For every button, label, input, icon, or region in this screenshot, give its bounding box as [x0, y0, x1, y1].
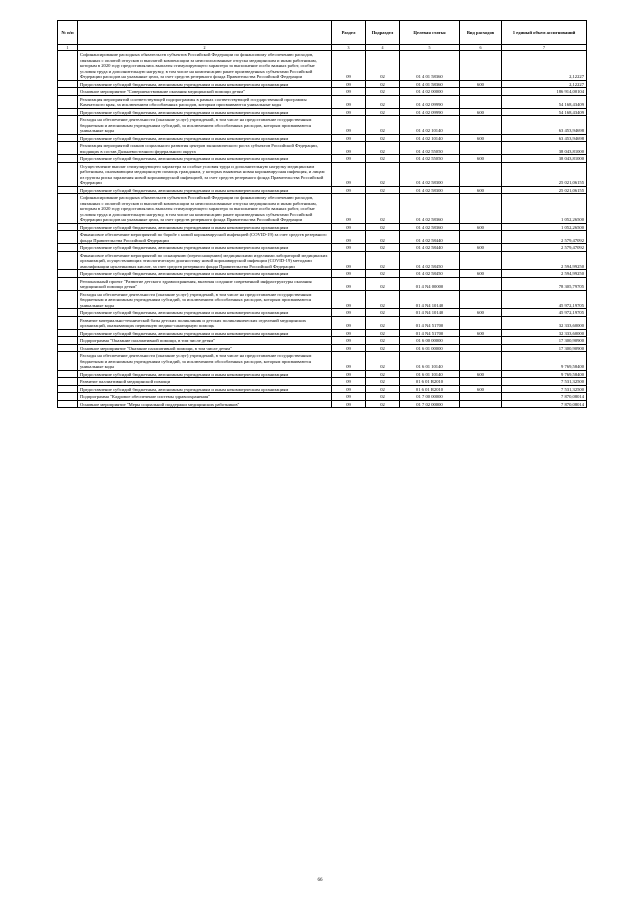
row-target: 01 4 02 58300: [400, 162, 460, 186]
row-subsection: 02: [366, 329, 400, 337]
table-row: [58, 290, 587, 309]
row-subsection: 02: [366, 385, 400, 393]
row-num: [58, 251, 78, 270]
row-section: 09: [332, 88, 366, 96]
header-exptype: Вид расходов: [460, 21, 502, 45]
row-num: [58, 385, 78, 393]
row-target: 01 4 N4 51700: [400, 316, 460, 329]
header-target: Целевая статья: [400, 21, 460, 45]
row-subsection: 02: [366, 370, 400, 378]
row-amount: 63 453,94698: [502, 134, 587, 142]
row-name: Финансовое обеспечение мероприятий по оснащению (переоснащению) медицинскими изделиями лабораторий медицинских организаций, осуществляющих этиологическую диагностику новой коронавирусной инфекции (COVID-19) методами амплификации нуклеиновых кислот, за счет средств резервного фонда Правительства Российской Федерации: [78, 251, 332, 270]
row-amount: 54 168,43409: [502, 95, 587, 108]
table-row: [58, 186, 587, 194]
row-name: Финансовое обеспечение мероприятий по борьбе с новой коронавирусной инфекцией (COVID-19) за счет средств резервного фонда Правительства Российской Федерации: [78, 231, 332, 244]
row-amount: 9 769,58400: [502, 370, 587, 378]
row-amount: 25 021,06155: [502, 186, 587, 194]
row-target: 01 7 00 00000: [400, 393, 460, 401]
row-name: Подпрограмма "Оказание паллиативной помощи, в том числе детям": [78, 337, 332, 345]
row-target: 01 4 01 58360: [400, 80, 460, 88]
row-exptype: 600: [460, 134, 502, 142]
row-section: 09: [332, 316, 366, 329]
row-subsection: 02: [366, 277, 400, 290]
row-amount: 25 021,06155: [502, 162, 587, 186]
row-exptype: 600: [460, 80, 502, 88]
row-subsection: 02: [366, 142, 400, 155]
row-section: 09: [332, 385, 366, 393]
header-amount: 1 единый объем ассигнований: [502, 21, 587, 45]
row-target: 01 4 01 58360: [400, 51, 460, 81]
table-row: [58, 51, 587, 81]
row-name: Осуществление выплат стимулирующего характера за особые условия труда и дополнительную нагрузку медицинским работникам, оказывающим медицинскую помощь гражданам, у которых выявлена новая коронавирусная инфекция, и лицам из группы риска заражения новой коронавирусной инфекцией, за счет средств резервного фонда Правительства Российской Федерации: [78, 162, 332, 186]
row-exptype: [460, 400, 502, 408]
row-amount: 7 531,32500: [502, 378, 587, 386]
row-num: [58, 316, 78, 329]
row-amount: 63 453,94698: [502, 116, 587, 135]
table-row: [58, 393, 587, 401]
row-subsection: 02: [366, 116, 400, 135]
row-num: [58, 155, 78, 163]
table-body: [58, 51, 587, 408]
row-section: 09: [332, 223, 366, 231]
row-amount: 2 579,47092: [502, 244, 587, 252]
row-section: 09: [332, 155, 366, 163]
row-name: Расходы на обеспечение деятельности (оказание услуг) учреждений, в том числе на предоставление государственным бюджетным и автономным учреждениям субсидий, за исключением обособленных расходов, которым присваиваются уникальные коды: [78, 116, 332, 135]
row-section: 09: [332, 370, 366, 378]
row-exptype: 600: [460, 370, 502, 378]
table-row: [58, 309, 587, 317]
row-subsection: 02: [366, 95, 400, 108]
row-name: Реализация мероприятий соответствующей подпрограммы в рамках соответствующей государственной программы Камчатского края, за исключением обособленных расходов, которым присваиваются уникальные коды: [78, 95, 332, 108]
row-name: Расходы на обеспечение деятельности (оказание услуг) учреждений, в том числе на предоставление государственным бюджетным и автономным учреждениям субсидий, за исключением обособленных расходов, которым присваиваются уникальные коды: [78, 352, 332, 371]
table-row: [58, 80, 587, 88]
row-num: [58, 378, 78, 386]
row-num: [58, 370, 78, 378]
table-row: [58, 316, 587, 329]
row-target: 01 4 02 55050: [400, 142, 460, 155]
row-subsection: 02: [366, 344, 400, 352]
row-exptype: 600: [460, 309, 502, 317]
row-section: 09: [332, 244, 366, 252]
row-name: Предоставление субсидий бюджетным, автономным учреждениям и иным некоммерческим организациям: [78, 385, 332, 393]
row-subsection: 02: [366, 231, 400, 244]
row-name: Предоставление субсидий бюджетным, автономным учреждениям и иным некоммерческим организациям: [78, 244, 332, 252]
row-section: 09: [332, 251, 366, 270]
row-exptype: [460, 142, 502, 155]
row-subsection: 02: [366, 393, 400, 401]
row-exptype: [460, 393, 502, 401]
row-name: Предоставление субсидий бюджетным, автономным учреждениям и иным некоммерческим организациям: [78, 155, 332, 163]
row-exptype: [460, 344, 502, 352]
table-row: [58, 251, 587, 270]
row-num: [58, 80, 78, 88]
row-num: [58, 95, 78, 108]
row-section: 09: [332, 194, 366, 224]
row-subsection: 02: [366, 194, 400, 224]
row-num: [58, 194, 78, 224]
row-num: [58, 162, 78, 186]
row-num: [58, 51, 78, 81]
row-exptype: [460, 277, 502, 290]
row-num: [58, 344, 78, 352]
row-exptype: [460, 337, 502, 345]
row-subsection: 02: [366, 316, 400, 329]
row-exptype: [460, 352, 502, 371]
row-subsection: 02: [366, 186, 400, 194]
table-row: [58, 194, 587, 224]
row-exptype: 600: [460, 270, 502, 278]
header-section: Раздел: [332, 21, 366, 45]
row-amount: 17 300,90900: [502, 344, 587, 352]
row-section: 09: [332, 80, 366, 88]
row-section: 09: [332, 142, 366, 155]
header-num: № п/п: [58, 21, 78, 45]
table-row: [58, 155, 587, 163]
row-num: [58, 329, 78, 337]
colnum-2: 2: [78, 45, 332, 51]
row-num: [58, 134, 78, 142]
row-amount: 17 300,90900: [502, 337, 587, 345]
table-row: [58, 244, 587, 252]
row-amount: 32 333,60000: [502, 316, 587, 329]
row-amount: 7 870,08014: [502, 393, 587, 401]
table-row: [58, 88, 587, 96]
row-exptype: [460, 162, 502, 186]
row-section: 09: [332, 51, 366, 81]
row-target: 01 6 01 R2010: [400, 385, 460, 393]
table-row: [58, 352, 587, 371]
row-name: Предоставление субсидий бюджетным, автономным учреждениям и иным некоммерческим организациям: [78, 329, 332, 337]
table-row: [58, 231, 587, 244]
row-target: 01 4 02 58360: [400, 223, 460, 231]
table-row: [58, 385, 587, 393]
row-name: Подпрограмма "Кадровое обеспечение системы здравоохранения": [78, 393, 332, 401]
row-target: 01 6 01 R2010: [400, 378, 460, 386]
row-section: 09: [332, 393, 366, 401]
row-exptype: [460, 290, 502, 309]
table-row: [58, 277, 587, 290]
row-exptype: 600: [460, 329, 502, 337]
row-name: Предоставление субсидий бюджетным, автономным учреждениям и иным некоммерческим организациям: [78, 309, 332, 317]
table-row: [58, 378, 587, 386]
row-section: 09: [332, 344, 366, 352]
row-name: Основное мероприятие "Совершенствование оказания медицинской помощи детям": [78, 88, 332, 96]
row-amount: 54 168,43409: [502, 108, 587, 116]
row-amount: 45 972,19705: [502, 290, 587, 309]
row-exptype: 600: [460, 223, 502, 231]
row-target: 01 6 01 10140: [400, 352, 460, 371]
row-target: 01 4 N4 51700: [400, 329, 460, 337]
row-name: Основное мероприятие "Меры социальной поддержки медицинских работников": [78, 400, 332, 408]
row-num: [58, 290, 78, 309]
row-name: Предоставление субсидий бюджетным, автономным учреждениям и иным некоммерческим организациям: [78, 80, 332, 88]
table-row: [58, 270, 587, 278]
row-amount: 2 579,47092: [502, 231, 587, 244]
header-subsection: Подраздел: [366, 21, 400, 45]
colnum-5: 5: [400, 45, 460, 51]
row-section: 09: [332, 309, 366, 317]
row-exptype: 600: [460, 155, 502, 163]
row-subsection: 02: [366, 244, 400, 252]
table-row: [58, 142, 587, 155]
table-row: [58, 95, 587, 108]
row-subsection: 02: [366, 378, 400, 386]
row-section: 09: [332, 329, 366, 337]
row-section: 09: [332, 162, 366, 186]
row-num: [58, 88, 78, 96]
row-num: [58, 116, 78, 135]
row-section: 09: [332, 108, 366, 116]
row-section: 09: [332, 186, 366, 194]
row-num: [58, 270, 78, 278]
row-name: Основное мероприятие "Оказание паллиативной помощи, в том числе детям": [78, 344, 332, 352]
row-section: 09: [332, 116, 366, 135]
row-exptype: [460, 231, 502, 244]
row-section: 09: [332, 400, 366, 408]
row-target: 01 4 02 58300: [400, 186, 460, 194]
row-target: 01 4 02 09990: [400, 95, 460, 108]
row-name: Предоставление субсидий бюджетным, автономным учреждениям и иным некоммерческим организациям: [78, 370, 332, 378]
row-subsection: 02: [366, 337, 400, 345]
row-target: 01 4 N4 00000: [400, 277, 460, 290]
row-num: [58, 108, 78, 116]
colnum-1: 1: [58, 45, 78, 51]
row-target: 01 4 02 09990: [400, 108, 460, 116]
row-subsection: 02: [366, 223, 400, 231]
row-num: [58, 393, 78, 401]
table-row: [58, 329, 587, 337]
row-subsection: 02: [366, 270, 400, 278]
row-exptype: 600: [460, 108, 502, 116]
row-target: 01 4 N4 10140: [400, 290, 460, 309]
row-subsection: 02: [366, 51, 400, 81]
row-amount: 2 594,99250: [502, 270, 587, 278]
table-row: [58, 223, 587, 231]
row-name: Развитие материально-технической базы детских поликлиник и детских поликлинических отделений медицинских организаций, оказывающих первичную медико-санитарную помощь: [78, 316, 332, 329]
row-section: 09: [332, 378, 366, 386]
row-exptype: [460, 51, 502, 81]
row-amount: 1 052,26500: [502, 223, 587, 231]
row-num: [58, 244, 78, 252]
row-name: Региональный проект "Развитие детского здравоохранения, включая создание современной инфраструктуры оказания медицинской помощи детям": [78, 277, 332, 290]
table-row: [58, 337, 587, 345]
row-subsection: 02: [366, 290, 400, 309]
row-exptype: 600: [460, 385, 502, 393]
row-name: Софинансирование расходных обязательств субъектов Российской Федерации по финансовому обеспечению расходов, связанных с оплатой отпусков и выплатой компенсации за неиспользованные отпуска медицинским и иным работникам, которым в 2020 году предоставлялись выплаты стимулирующего характера за выполнение особо важных работ, особые условия труда и дополнительную нагрузку, в том числе на компенсацию ранее произведенных субъектами Российской Федерации расходов на указанные цели, за счет средств резервного фонда Правительства Российской Федерации: [78, 51, 332, 81]
table-row: [58, 344, 587, 352]
row-amount: 186 914,00104: [502, 88, 587, 96]
row-target: 01 4 02 10140: [400, 116, 460, 135]
row-amount: 1 052,26500: [502, 194, 587, 224]
row-num: [58, 186, 78, 194]
row-target: 01 4 02 58440: [400, 244, 460, 252]
row-amount: 2,12227: [502, 80, 587, 88]
table-row: [58, 108, 587, 116]
row-name: Реализация мероприятий планов социального развития центров экономического роста субъектов Российской Федерации, входящих в состав Дальневосточного федерального округа: [78, 142, 332, 155]
row-num: [58, 223, 78, 231]
row-target: 01 6 00 00000: [400, 337, 460, 345]
row-name: Предоставление субсидий бюджетным, автономным учреждениям и иным некоммерческим организациям: [78, 223, 332, 231]
row-name: Предоставление субсидий бюджетным, автономным учреждениям и иным некоммерческим организациям: [78, 186, 332, 194]
row-num: [58, 352, 78, 371]
row-target: 01 4 02 58450: [400, 270, 460, 278]
row-section: 09: [332, 277, 366, 290]
budget-table: [57, 20, 587, 408]
row-num: [58, 142, 78, 155]
row-target: 01 4 02 58360: [400, 194, 460, 224]
colnum-3: 3: [332, 45, 366, 51]
row-subsection: 02: [366, 400, 400, 408]
row-exptype: 600: [460, 244, 502, 252]
row-exptype: 600: [460, 186, 502, 194]
row-subsection: 02: [366, 251, 400, 270]
row-target: 01 4 02 00000: [400, 88, 460, 96]
table-row: [58, 370, 587, 378]
header-row: [58, 21, 587, 45]
row-name: Предоставление субсидий бюджетным, автономным учреждениям и иным некоммерческим организациям: [78, 270, 332, 278]
row-subsection: 02: [366, 155, 400, 163]
row-subsection: 02: [366, 134, 400, 142]
row-amount: 78 305,79705: [502, 277, 587, 290]
row-name: Предоставление субсидий бюджетным, автономным учреждениям и иным некоммерческим организациям: [78, 134, 332, 142]
row-exptype: [460, 316, 502, 329]
row-num: [58, 309, 78, 317]
row-name: Развитие паллиативной медицинской помощи: [78, 378, 332, 386]
row-section: 09: [332, 134, 366, 142]
row-name: Предоставление субсидий бюджетным, автономным учреждениям и иным некоммерческим организациям: [78, 108, 332, 116]
row-target: 01 4 02 55050: [400, 155, 460, 163]
colnum-7: 7: [502, 45, 587, 51]
row-target: 01 7 02 00000: [400, 400, 460, 408]
row-exptype: [460, 116, 502, 135]
row-amount: 38 043,81000: [502, 142, 587, 155]
row-exptype: [460, 251, 502, 270]
row-amount: 7 531,32500: [502, 385, 587, 393]
row-exptype: [460, 95, 502, 108]
row-amount: 38 043,81000: [502, 155, 587, 163]
table-row: [58, 400, 587, 408]
row-section: 09: [332, 270, 366, 278]
row-num: [58, 400, 78, 408]
table-row: [58, 116, 587, 135]
budget-table-sheet: [57, 20, 586, 408]
row-subsection: 02: [366, 88, 400, 96]
row-num: [58, 231, 78, 244]
table-row: [58, 162, 587, 186]
row-section: 09: [332, 290, 366, 309]
row-amount: 45 972,19705: [502, 309, 587, 317]
row-subsection: 02: [366, 309, 400, 317]
row-subsection: 02: [366, 162, 400, 186]
row-amount: 32 333,60000: [502, 329, 587, 337]
row-exptype: [460, 378, 502, 386]
table-row: [58, 134, 587, 142]
row-subsection: 02: [366, 80, 400, 88]
row-target: 01 4 02 58450: [400, 251, 460, 270]
row-amount: 7 870,08014: [502, 400, 587, 408]
row-subsection: 02: [366, 108, 400, 116]
row-target: 01 6 01 00000: [400, 344, 460, 352]
row-amount: 9 769,58400: [502, 352, 587, 371]
header-name: [78, 21, 332, 45]
row-target: 01 6 01 10140: [400, 370, 460, 378]
row-name: Софинансирование расходных обязательств субъектов Российской Федерации по финансовому обеспечению расходов, связанных с оплатой отпусков и выплатой компенсации за неиспользованные отпуска медицинским и иным работникам, которым в 2020 году предоставлялись выплаты стимулирующего характера за выполнение особо важных работ, особые условия труда и дополнительную нагрузку, в том числе на компенсацию ранее произведенных субъектами Российской Федерации расходов на указанные цели, за счет средств резервного фонда Правительства Российской Федерации: [78, 194, 332, 224]
row-section: 09: [332, 231, 366, 244]
colnum-6: 6: [460, 45, 502, 51]
row-target: 01 4 N4 10140: [400, 309, 460, 317]
page-number: 66: [317, 878, 323, 883]
row-amount: 2 594,99250: [502, 251, 587, 270]
row-section: 09: [332, 352, 366, 371]
row-amount: 2,12227: [502, 51, 587, 81]
row-exptype: [460, 88, 502, 96]
row-num: [58, 277, 78, 290]
row-subsection: 02: [366, 352, 400, 371]
colnum-4: 4: [366, 45, 400, 51]
row-section: 09: [332, 337, 366, 345]
row-target: 01 4 02 58440: [400, 231, 460, 244]
row-target: 01 4 02 10140: [400, 134, 460, 142]
row-exptype: [460, 194, 502, 224]
row-section: 09: [332, 95, 366, 108]
row-name: Расходы на обеспечение деятельности (оказание услуг) учреждений, в том числе на предоставление государственным бюджетным и автономным учреждениям субсидий, за исключением обособленных расходов, которым присваиваются уникальные коды: [78, 290, 332, 309]
row-num: [58, 337, 78, 345]
